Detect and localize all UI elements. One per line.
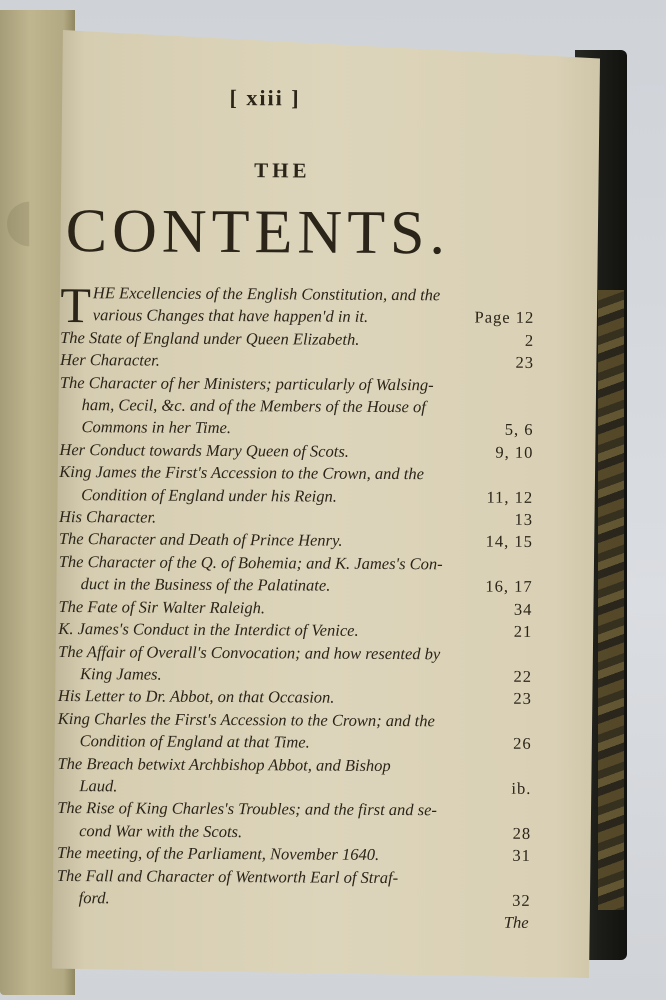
toc-entry: [59, 439, 533, 464]
toc-entry-line: [57, 775, 531, 800]
marbled-endpaper: [598, 290, 624, 910]
toc-entry-line: [58, 708, 532, 733]
toc-entry-text: HE Excellencies of the English Constitution, and the: [92, 283, 441, 305]
toc-entry-line: [57, 865, 531, 890]
toc-entry-text: ford.: [78, 888, 110, 908]
toc-entry-text: The Affair of Overall's Convocation; and how resented by: [58, 641, 441, 663]
drop-cap: T: [60, 276, 92, 334]
page-content: [56, 30, 542, 973]
toc-entry: [58, 708, 532, 756]
toc-page-ref: 26: [513, 733, 532, 754]
toc-entry-line: [58, 618, 532, 643]
toc-entry: [58, 618, 532, 643]
toc-entry-text: King James.: [80, 664, 162, 684]
toc-entry-text: The Breach betwixt Archbishop Abbot, and Bishop: [57, 753, 391, 775]
toc-entry-line: [59, 573, 533, 598]
toc-entry-line: [57, 753, 531, 778]
toc-entry-line: [57, 797, 531, 822]
toc-entry: [59, 528, 533, 553]
toc-page-ref: 23: [515, 352, 535, 373]
toc-entry-text: Condition of England at that Time.: [79, 731, 310, 752]
toc-page-ref: ib.: [511, 778, 532, 798]
toc-entry-text: The Rise of King Charles's Troubles; and the first and se-: [57, 798, 437, 820]
toc-entry-line: [60, 372, 534, 397]
table-of-contents: [56, 276, 535, 935]
toc-entry-text: The Fall and Character of Wentworth Earl of Straf-: [56, 865, 399, 887]
page-number: [ xiii ]: [229, 85, 301, 111]
toc-entry-text: The meeting, of the Parliament, November 1640.: [56, 843, 380, 865]
toc-entry-line: [57, 842, 531, 867]
catchword: The: [503, 913, 529, 933]
toc-entry: [59, 506, 533, 531]
toc-entry-line: [59, 484, 533, 509]
heading-contents: CONTENTS.: [65, 197, 451, 268]
toc-entry: [60, 372, 534, 442]
toc-entry: [57, 865, 531, 913]
toc-entry-text: K. James's Conduct in the Interdict of Venice.: [58, 619, 359, 640]
toc-entry-line: [58, 640, 532, 665]
toc-page-ref: Page 12: [474, 307, 535, 328]
toc-entry-text: Commons in her Time.: [81, 417, 232, 438]
toc-entry: [59, 461, 533, 509]
toc-entry: [58, 640, 532, 688]
toc-entry: [57, 842, 531, 867]
toc-entry-text: The Fate of Sir Walter Raleigh.: [58, 596, 266, 617]
toc-entry-text: King James the First's Accession to the Crown, and the: [59, 462, 425, 484]
toc-entry-line: [60, 416, 534, 441]
toc-page-ref: 16, 17: [485, 576, 533, 597]
toc-entry-text: Her Character.: [59, 350, 160, 370]
toc-entry-text: Condition of England under his Reign.: [81, 484, 337, 506]
toc-entry-line: [60, 349, 534, 374]
show-through-ghost: ◖: [4, 185, 35, 253]
toc-entry-line: [58, 663, 532, 688]
toc-entry-line: [59, 439, 533, 464]
toc-entry-line: [93, 305, 535, 330]
toc-entry: [57, 753, 531, 801]
toc-page-ref: 11, 12: [486, 487, 534, 507]
toc-page-ref: 14, 15: [485, 532, 533, 552]
toc-page-ref: 21: [513, 621, 533, 641]
toc-entry-line: [60, 394, 534, 419]
toc-page-ref: 2: [524, 330, 535, 350]
toc-entry-line: [59, 506, 533, 531]
toc-entry-line: [57, 820, 531, 845]
toc-entry: [59, 551, 533, 599]
toc-entry: [58, 596, 532, 621]
toc-entry-text: His Letter to Dr. Abbot, on that Occasion.: [57, 686, 335, 707]
toc-entry-line: [59, 461, 533, 486]
toc-entry-line: [58, 730, 532, 755]
toc-page-ref: 5, 6: [504, 420, 534, 440]
toc-entry-text: His Character.: [58, 507, 157, 527]
toc-page-ref: 22: [513, 666, 533, 686]
toc-page-ref: 9, 10: [495, 442, 534, 462]
toc-entry-line: [59, 551, 533, 576]
toc-entry-line: [57, 887, 531, 912]
toc-entry-text: Her Conduct towards Mary Queen of Scots.: [59, 439, 349, 461]
toc-page-ref: 28: [512, 823, 532, 843]
toc-entry: [60, 276, 535, 334]
toc-entry-text: duct in the Business of the Palatinate.: [80, 574, 331, 595]
toc-entry-text: various Changes that have happen'd in it.: [92, 305, 369, 327]
toc-page-ref: 23: [513, 689, 532, 709]
toc-entry-text: The Character of her Ministers; particularly of Walsing-: [59, 372, 434, 394]
toc-page-ref: 34: [513, 599, 533, 619]
toc-entry-line: [58, 596, 532, 621]
toc-entry-line: [93, 282, 535, 307]
toc-entry-line: [58, 685, 532, 710]
toc-entry-text: Laud.: [79, 776, 118, 796]
toc-entry-text: The Character and Death of Prince Henry.: [58, 529, 343, 551]
toc-entry-line: [59, 528, 533, 553]
toc-page-ref: 32: [512, 890, 531, 910]
toc-entry-text: cond War with the Scots.: [79, 820, 243, 841]
toc-page-ref: 13: [514, 509, 534, 529]
toc-entry-text: ham, Cecil, &c. and of the Members of the House of: [81, 395, 426, 417]
toc-entry: [60, 327, 534, 352]
heading-the: THE: [254, 158, 311, 183]
toc-entry-text: King Charles the First's Accession to the Crown; and the: [57, 708, 435, 731]
toc-entry: [58, 685, 532, 710]
toc-entry-line: [60, 327, 534, 352]
toc-entry: [57, 797, 531, 845]
toc-page-ref: 31: [512, 845, 532, 866]
toc-entry-text: The State of England under Queen Elizabeth.: [60, 327, 360, 349]
toc-entry-text: The Character of the Q. of Bohemia; and K. James's Con-: [58, 551, 443, 574]
toc-entry: [60, 349, 534, 374]
